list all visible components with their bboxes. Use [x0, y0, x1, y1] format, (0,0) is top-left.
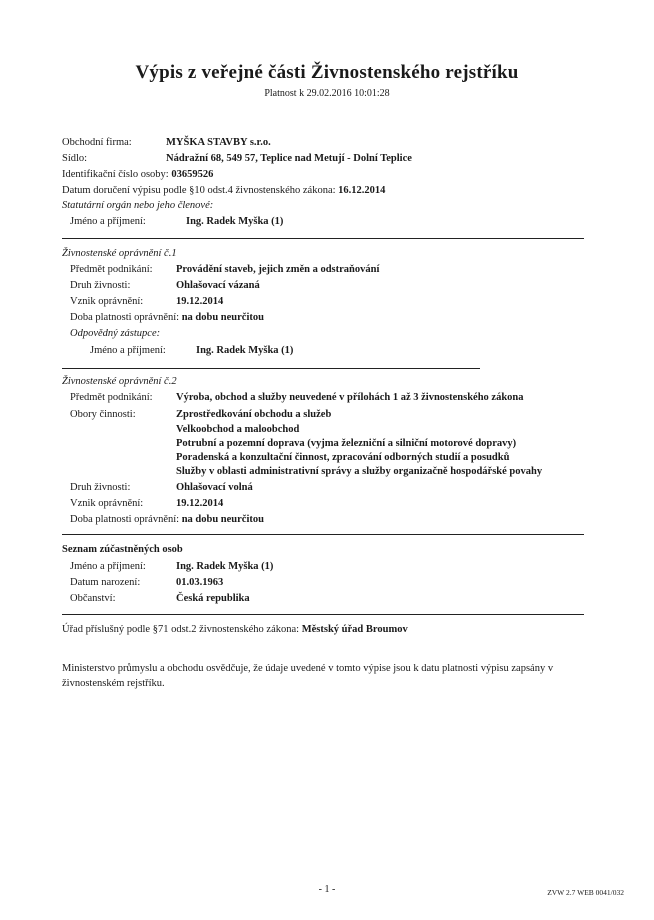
- license1-origin-label: Vznik oprávnění:: [70, 296, 144, 307]
- license2-fields-label: Obory činnosti:: [70, 409, 136, 420]
- license1-subject-value: Provádění staveb, jejich změn a odstraňování: [176, 264, 380, 275]
- license1-type-label: Druh živnosti:: [70, 280, 131, 291]
- divider: [62, 238, 584, 239]
- statutory-name-label: Jméno a příjmení:: [70, 216, 146, 227]
- delivery-row: [62, 185, 385, 196]
- license2-subject-label: Předmět podnikání:: [70, 392, 153, 403]
- page-title: Výpis z veřejné části Živnostenského rejstříku: [135, 62, 519, 83]
- persons-name-value: Ing. Radek Myška (1): [176, 561, 274, 572]
- id-label: Identifikační číslo osoby:: [62, 169, 169, 180]
- license2-field: Zprostředkování obchodu a služeb: [176, 409, 332, 420]
- divider: [62, 534, 584, 535]
- license2-field: Velkoobchod a maloobchod: [176, 424, 300, 435]
- persons-name-label: Jméno a příjmení:: [70, 561, 146, 572]
- validity-date: Platnost k 29.02.2016 10:01:28: [264, 88, 390, 99]
- license2-field: Potrubní a pozemní doprava (vyjma železniční a silniční motorové dopravy): [176, 438, 517, 449]
- id-row: [62, 169, 213, 180]
- license2-field: Služby v oblasti administrativní správy a služby organizačně hospodářské povahy: [176, 466, 543, 477]
- persons-citizen-value: Česká republika: [176, 593, 250, 604]
- license1-subject-label: Předmět podnikání:: [70, 264, 153, 275]
- license2-heading: Živnostenské oprávnění č.2: [62, 376, 177, 387]
- license1-type-value: Ohlašovací vázaná: [176, 280, 260, 291]
- persons-heading: Seznam zúčastněných osob: [62, 544, 183, 555]
- seat-value: Nádražní 68, 549 57, Teplice nad Metují - Dolní Teplice: [166, 153, 412, 164]
- license2-duration-row: [70, 514, 264, 525]
- persons-citizen-label: Občanství:: [70, 593, 116, 604]
- divider: [62, 368, 480, 369]
- license1-duration-label: Doba platnosti oprávnění:: [70, 312, 180, 323]
- license2-origin-value: 19.12.2014: [176, 498, 224, 509]
- license1-rep-name-label: Jméno a příjmení:: [90, 345, 166, 356]
- divider: [62, 614, 584, 615]
- firm-value: MYŠKA STAVBY s.r.o.: [166, 137, 271, 148]
- license2-field: Poradenská a konzultační činnost, zpracování odborných studií a posudků: [176, 452, 510, 463]
- office-row: [62, 624, 408, 635]
- license1-duration-row: [70, 312, 264, 323]
- license2-duration-label: Doba platnosti oprávnění:: [70, 514, 180, 525]
- office-label: Úřad příslušný podle §71 odst.2 živnostenského zákona:: [62, 624, 300, 635]
- license2-type-value: Ohlašovací volná: [176, 482, 253, 493]
- seat-label: Sídlo:: [62, 153, 88, 164]
- license2-type-label: Druh živnosti:: [70, 482, 131, 493]
- license1-duration-value: na dobu neurčitou: [181, 312, 264, 323]
- statement-paragraph: Ministerstvo průmyslu a obchodu osvědčuje, že údaje uvedené v tomto výpise jsou k datu platnosti výpisu zapsány v živnostenském rejstříku.: [62, 663, 554, 689]
- delivery-value: 16.12.2014: [338, 185, 386, 196]
- statutory-name-value: Ing. Radek Myška (1): [186, 216, 284, 227]
- delivery-label: Datum doručení výpisu podle §10 odst.4 živnostenského zákona:: [62, 185, 336, 196]
- license2-duration-value: na dobu neurčitou: [181, 514, 264, 525]
- statutory-heading: Statutární orgán nebo jeho členové:: [62, 200, 214, 211]
- license2-subject-value: Výroba, obchod a služby neuvedené v přílohách 1 až 3 živnostenského zákona: [176, 392, 524, 403]
- firm-label: Obchodní firma:: [62, 137, 132, 148]
- page-number: - 1 -: [318, 884, 336, 895]
- persons-birth-label: Datum narození:: [70, 577, 141, 588]
- document-code: ZVW 2.7 WEB 0041/032: [547, 888, 624, 897]
- license2-origin-label: Vznik oprávnění:: [70, 498, 144, 509]
- id-value: 03659526: [171, 169, 214, 180]
- license1-rep-heading: Odpovědný zástupce:: [70, 328, 161, 339]
- license1-rep-name-value: Ing. Radek Myška (1): [196, 345, 294, 356]
- persons-birth-value: 01.03.1963: [176, 577, 224, 588]
- license1-heading: Živnostenské oprávnění č.1: [62, 248, 177, 259]
- license1-origin-value: 19.12.2014: [176, 296, 224, 307]
- office-value: Městský úřad Broumov: [301, 624, 408, 635]
